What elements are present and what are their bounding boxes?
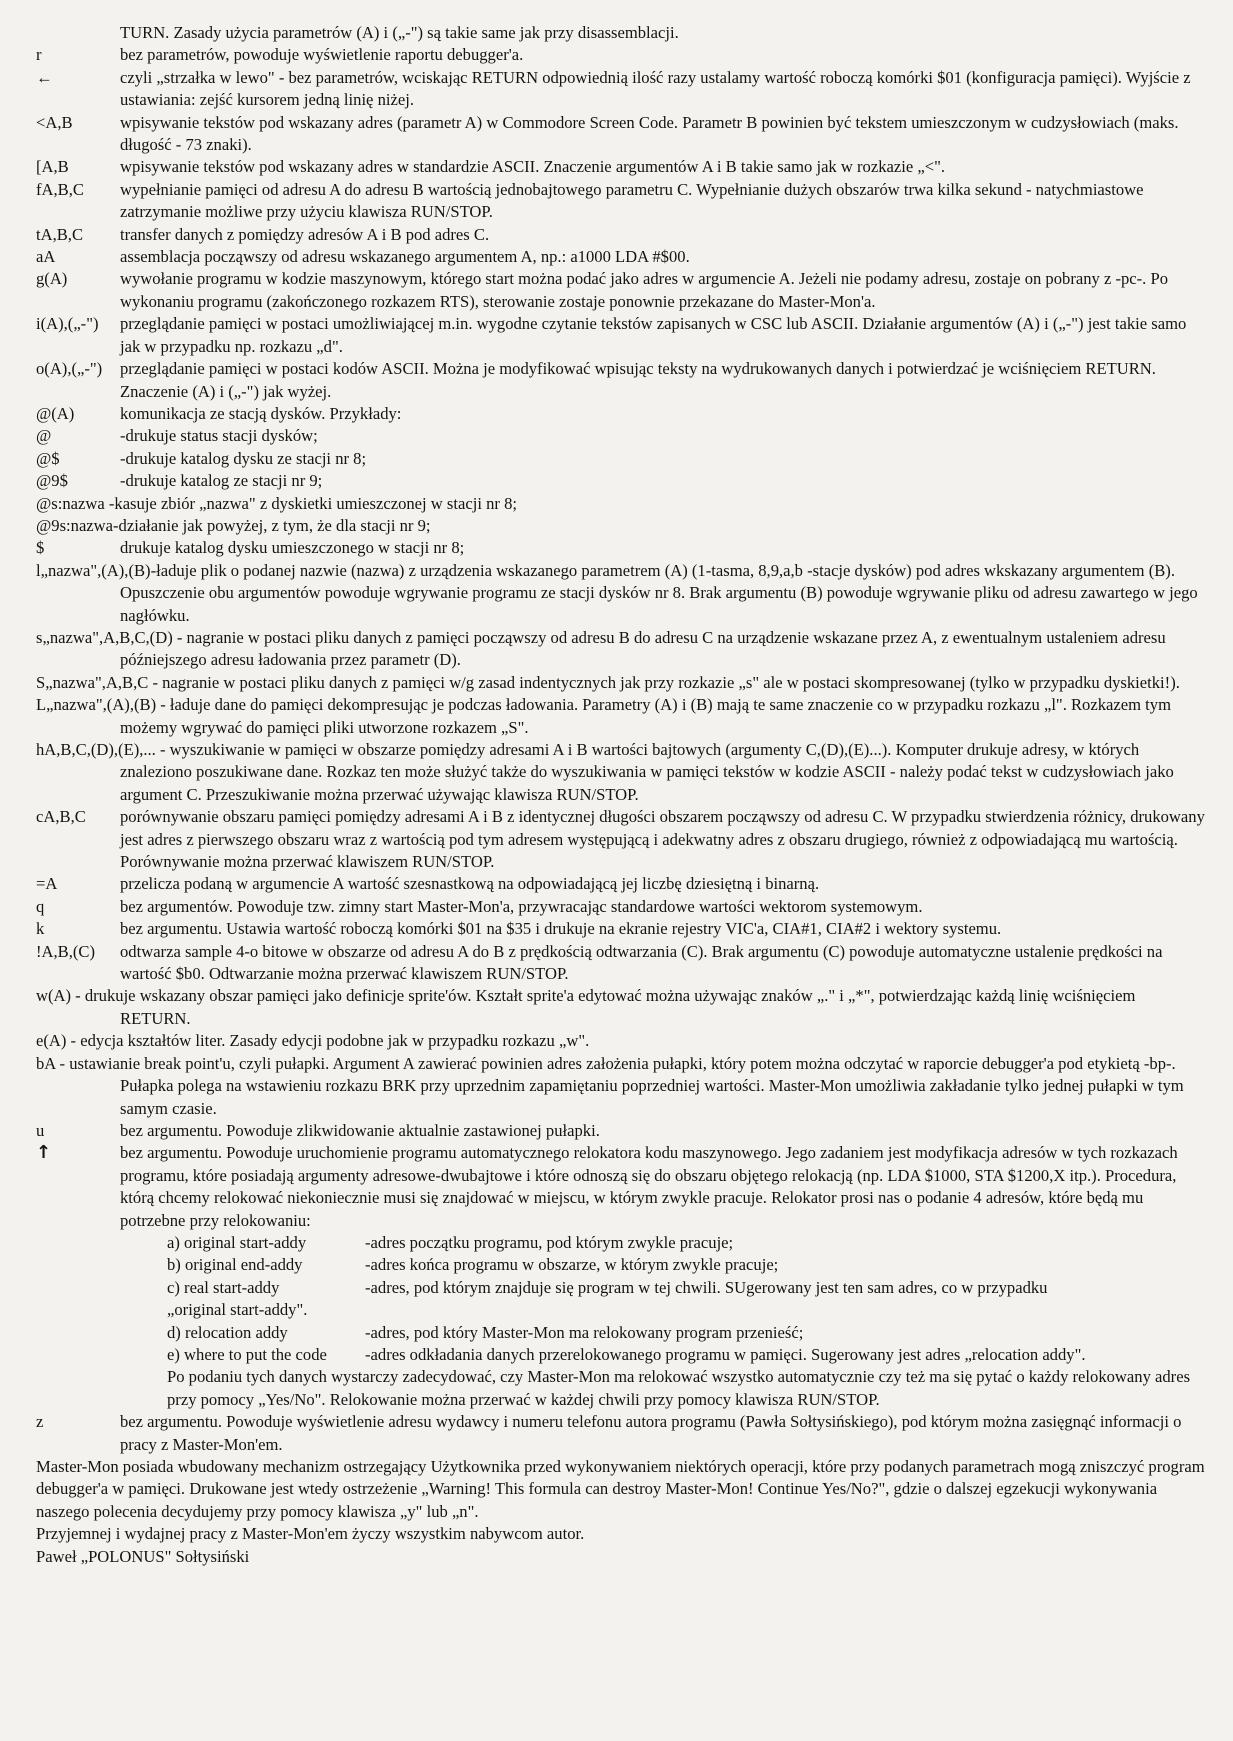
command-name: bA [36, 1053, 56, 1073]
command-name: @ [36, 426, 52, 446]
command-name: z [36, 1412, 44, 1432]
signature: Paweł „POLONUS" Sołtysiński [36, 1546, 250, 1566]
command-desc: przeglądanie pamięci w postaci umożliwiającej m.in. wygodne czytanie tekstów zapisanych w CSC lub ASCII. Działanie argumentów (A) i („-") jest takie samo jak w przypadku np. rozkazu „d". [120, 314, 1187, 356]
command-name: o(A),(„-") [36, 359, 103, 379]
command-e [36, 1030, 1209, 1052]
command-desc: bez argumentu. Powoduje zlikwidowanie aktualnie zastawionej pułapki. [120, 1120, 600, 1140]
relocator-param-e [167, 1344, 1209, 1366]
relocator-param-c-cont: „original start-addy". [167, 1300, 308, 1320]
relocator-param-d [167, 1322, 1209, 1344]
relocator-param-c [167, 1277, 1209, 1299]
command-o [36, 358, 1209, 403]
command-l [36, 560, 1209, 627]
command-L [36, 694, 1209, 739]
command-desc: czyli „strzałka w lewo" - bez parametrów, wciskając RETURN odpowiednią ilość razy ustalamy wartość roboczą komórki $01 (konfiguracja pamięci). Wyjście z ustawiania: zejść kursorem jedną linię niżej. [120, 67, 1191, 110]
command-arrow-left [36, 67, 1209, 112]
command-name: u [36, 1120, 45, 1140]
relocator-intro: bez argumentu. Powoduje uruchomienie programu automatycznego relokatora kodu maszynowego. Jego zadaniem jest modyfikacja adresów w tych rozkazach programu, które posiadają argumenty adresowe-dwubajtowe i które odnoszą się do obszaru objętego relokacją (np. LDA $1000, STA $1200,X itp.). Procedura, którą chcemy relokować niekoniecznie musi się znajdować w miejscu, w którym zwykle pracuje. Relokator prosi nas o podanie 4 adresów, które będą mu potrzebne przy relokowaniu: [120, 1143, 1178, 1230]
command-equals [36, 873, 1209, 895]
command-name: hA,B,C,(D),(E),... [36, 740, 156, 759]
command-name: =A [36, 874, 58, 894]
command-dollar [36, 537, 1209, 559]
command-name [36, 1142, 120, 1232]
command-name: <A,B [36, 112, 73, 132]
command-desc: wpisywanie tekstów pod wskazany adres w standardzie ASCII. Znaczenie argumentów A i B takie samo jak w rozkazie „<". [120, 157, 945, 177]
command-at-dir8 [36, 448, 1209, 470]
command-desc: - edycja kształtów liter. Zasady edycji podobne jak w przypadku rozkazu „w". [66, 1031, 590, 1051]
intro-line: TURN. Zasady użycia parametrów (A) i („-") są takie same jak przy disassemblacji. [120, 23, 679, 42]
param-key: c) real start-addy [167, 1277, 280, 1297]
command-name: tA,B,C [36, 224, 84, 244]
command-name: g(A) [36, 269, 68, 289]
command-desc: - nagranie w postaci pliku danych z pamięci w/g zasad indentycznych jak przy rozkazie „s" ale w postaci skompresowanej (tylko w przypadku dyskietki!). [148, 672, 1180, 692]
command-name: q [36, 896, 45, 916]
command-name: ← [36, 67, 53, 87]
command-s [36, 627, 1209, 672]
param-key: b) original end-addy [167, 1255, 303, 1275]
command-name: aA [36, 247, 56, 267]
command-desc: bez argumentu. Ustawia wartość roboczą komórki $01 na $35 i drukuje na ekranie rejestry VIC'a, CIA#1, CIA#2 i wektory systemu. [120, 919, 1002, 939]
param-desc: -adres końca programu w obszarze, w którym zwykle pracuje; [365, 1255, 779, 1275]
command-name: L„nazwa",(A),(B) [36, 695, 157, 715]
command-name: @9$ [36, 471, 68, 491]
command-up-arrow [36, 1142, 1209, 1232]
command-name: l„nazwa",(A),(B) [36, 560, 151, 580]
command-name: k [36, 919, 45, 939]
relocator-param-a [167, 1232, 1209, 1254]
closing-paragraph: Master-Mon posiada wbudowany mechanizm ostrzegający Użytkownika przed wykonywaniem niektórych operacji, które przy podanych parametrach mogą zniszczyć program debugger'a w pamięci. Drukowane jest wtedy ostrzeżenie „Warning! This formula can destroy Master-Mon! Continue Yes/No?", gdzie o dalszej egzekucji wykonywania naszego polecenia decydujemy przy pomocy klawisza „y" lub „n". [36, 1457, 1205, 1521]
command-b [36, 1053, 1209, 1120]
command-at-scratch: @s:nazwa -kasuje zbiór „nazwa" z dyskietki umieszczonej w stacji nr 8; [36, 493, 517, 513]
command-k [36, 918, 1209, 940]
command-f [36, 179, 1209, 224]
command-desc: bez parametrów, powoduje wyświetlenie raportu debugger'a. [120, 45, 524, 65]
command-desc: przelicza podaną w argumencie A wartość szesnastkową na odpowiadającą jej liczbę dziesiętną i binarną. [120, 874, 820, 894]
command-desc: przeglądanie pamięci w postaci kodów ASCII. Można je modyfikować wpisując teksty na wydrukowanych danych i potwierdzać je wciśnięciem RETURN. Znaczenie (A) i („-") jak wyżej. [120, 359, 1156, 401]
command-desc: - ustawianie break point'u, czyli pułapki. Argument A zawierać powinien adres założenia pułapki, który potem można odczytać w raporcie debugger'a pod etykietą -bp-. Pułapka polega na wstawieniu rozkazu BRK przy uprzednim zapamiętaniu poprzedniej wartości. Master-Mon umożliwia zakładanie tylko jednej pułapki w tym samym czasie. [55, 1053, 1184, 1118]
command-name: !A,B,(C) [36, 941, 95, 961]
param-key: e) where to put the code [167, 1344, 327, 1364]
command-desc: wywołanie programu w kodzie maszynowym, którego start można podać jako adres w argumencie A. Jeżeli nie podamy adresu, zostaje on pobrany z -pc-. Po wykonaniu programu (zakończonego rozkazem RTS), sterowanie zostaje ponownie przekazane do Master-Mon'a. [120, 269, 1169, 311]
command-desc: - wyszukiwanie w pamięci w obszarze pomiędzy adresami A i B wartości bajtowych (argumenty C,(D),(E)...). Komputer drukuje adresy, w których znaleziono poszukiwane dane. Rozkaz ten może służyć także do wyszukiwania w pamięci tekstów w kodzie ASCII - należy podać tekst w cudzysłowiach jako argument C. Przeszukiwanie można przerwać używając klawisza RUN/STOP. [120, 740, 1174, 804]
command-desc: bez argumentu. Powoduje wyświetlenie adresu wydawcy i numeru telefonu autora programu (Pawła Sołtysińskiego), pod którym można zasięgnąć informacji o pracy z Master-Mon'em. [120, 1412, 1182, 1454]
command-name: e(A) [36, 1031, 67, 1051]
command-desc: porównywanie obszaru pamięci pomiędzy adresami A i B z identycznej długości obszarem począwszy od adresu C. W przypadku stwierdzenia różnicy, drukowany jest adres z pierwszego obszaru wraz z wartością pod tym adresem występującą i adekwatny adres z obszaru drugiego, również z odpowiadającą mu wartością. Porównywanie można przerwać klawiszem RUN/STOP. [120, 807, 1205, 872]
command-desc: - nagranie w postaci pliku danych z pamięci począwszy od adresu B do adresu C na urządzenie wskazane przez A, z ewentualnym ustaleniem adresu późniejszego adresu ładowania przez parametr (D). [120, 627, 1166, 670]
command-q [36, 896, 1209, 918]
command-g [36, 268, 1209, 313]
param-desc: -adres odkładania danych przerelokowanego programu w pamięci. Sugerowany jest adres „relocation addy". [365, 1344, 1086, 1364]
command-name: $ [36, 538, 45, 558]
command-desc: drukuje katalog dysku umieszczonego w stacji nr 8; [120, 538, 465, 558]
command-desc: -ładuje plik o podanej nazwie (nazwa) z urządzenia wskazanego parametrem (A) (1-tasma, 8,9,a,b -stacje dysków) pod adres wkskazany argumentem (B). Opuszczenie obu argumentów powoduje wgrywanie programu ze stacji dysków nr 8. Brak argumentu (B) powoduje wgrywanie pliku od adresu zawartego w jego nagłówku. [120, 560, 1198, 625]
command-a [36, 246, 1209, 268]
command-z [36, 1411, 1209, 1456]
command-name: [A,B [36, 157, 69, 177]
command-desc: - drukuje wskazany obszar pamięci jako definicje sprite'ów. Kształt sprite'a edytować można używając znaków „." i „*", potwierdzając każdą linię wciśnięciem RETURN. [71, 986, 1136, 1028]
command-desc: wpisywanie tekstów pod wskazany adres (parametr A) w Commodore Screen Code. Parametr B powinien być tekstem umieszczonym w cudzysłowiach (maks. długość - 73 znaki). [120, 112, 1179, 155]
command-r [36, 44, 1209, 66]
command-desc: komunikacja ze stacją dysków. Przykłady: [120, 403, 402, 423]
relocator-param-b [167, 1254, 1209, 1276]
param-key: d) relocation addy [167, 1322, 288, 1342]
command-desc [120, 1142, 1209, 1232]
command-desc: -drukuje status stacji dysków; [120, 426, 318, 446]
param-desc: -adres początku programu, pod którym zwykle pracuje; [365, 1232, 734, 1252]
command-desc: assemblacja począwszy od adresu wskazanego argumentem A, np.: a1000 LDA #$00. [120, 247, 690, 267]
command-i [36, 313, 1209, 358]
command-t [36, 224, 1209, 246]
command-at [36, 403, 1209, 425]
command-desc: transfer danych z pomiędzy adresów A i B pod adres C. [120, 224, 490, 244]
closing-wishes: Przyjemnej i wydajnej pracy z Master-Mon'em życzy wszystkim nabywcom autor. [36, 1524, 585, 1544]
command-name: @$ [36, 448, 60, 468]
command-name: s„nazwa",A,B,C,(D) [36, 627, 173, 647]
command-lt [36, 112, 1209, 157]
command-name: r [36, 45, 42, 65]
command-name: S„nazwa",A,B,C [36, 672, 149, 692]
param-desc: -adres, pod którym znajduje się program w tej chwili. SUgerowany jest ten sam adres, co w przypadku [365, 1277, 1048, 1297]
command-at-status [36, 425, 1209, 447]
command-desc: -drukuje katalog ze stacji nr 9; [120, 471, 323, 491]
command-desc: - ładuje dane do pamięci dekompresując je podczas ładowania. Parametry (A) i (B) mają te same znaczenie co w przypadku rozkazu „l". Rozkazem tym możemy wgrywać do pamięci pliki utworzone rozkazem „S". [120, 695, 1171, 737]
command-desc: -drukuje katalog dysku ze stacji nr 8; [120, 448, 367, 468]
command-name: i(A),(„-") [36, 314, 99, 334]
command-exclaim [36, 941, 1209, 986]
command-name: @(A) [36, 403, 75, 423]
param-desc: -adres, pod który Master-Mon ma relokowany program przenieść; [365, 1322, 804, 1342]
command-bracket [36, 156, 1209, 178]
command-desc: wypełnianie pamięci od adresu A do adresu B wartością jednobajtowego parametru C. Wypełnianie dużych obszarów trwa kilka sekund - natychmiastowe zatrzymanie możliwe przy użyciu klawisza RUN/STOP. [120, 179, 1144, 222]
command-c [36, 806, 1209, 873]
command-S [36, 672, 1209, 694]
command-w [36, 985, 1209, 1030]
command-name: cA,B,C [36, 807, 86, 827]
command-name: fA,B,C [36, 179, 84, 199]
command-desc: odtwarza sample 4-o bitowe w obszarze od adresu A do B z prędkością odtwarzania (C). Brak argumentu (C) powoduje automatyczne ustalenie prędkości na wartość $b0. Odtwarzanie można przerwać klawiszem RUN/STOP. [120, 941, 1163, 984]
relocator-after: Po podaniu tych danych wystarczy zadecydować, czy Master-Mon ma relokować wszystko automatycznie czy też ma się pytać o każdy relokowany adres przy pomocy „Yes/No". Relokowanie można przerwać w każdej chwili przy pomocy klawisza RUN/STOP. [167, 1367, 1191, 1409]
command-name: w(A) [36, 986, 72, 1006]
command-at-scratch9: @9s:nazwa-działanie jak powyżej, z tym, że dla stacji nr 9; [36, 515, 431, 535]
command-h [36, 739, 1209, 806]
command-desc: bez argumentów. Powoduje tzw. zimny start Master-Mon'a, przywracając standardowe wartości wektorom systemowym. [120, 896, 923, 916]
param-key: a) original start-addy [167, 1232, 307, 1252]
up-arrow-icon: ↑ [36, 1142, 52, 1164]
command-at-dir9 [36, 470, 1209, 492]
command-u [36, 1120, 1209, 1142]
